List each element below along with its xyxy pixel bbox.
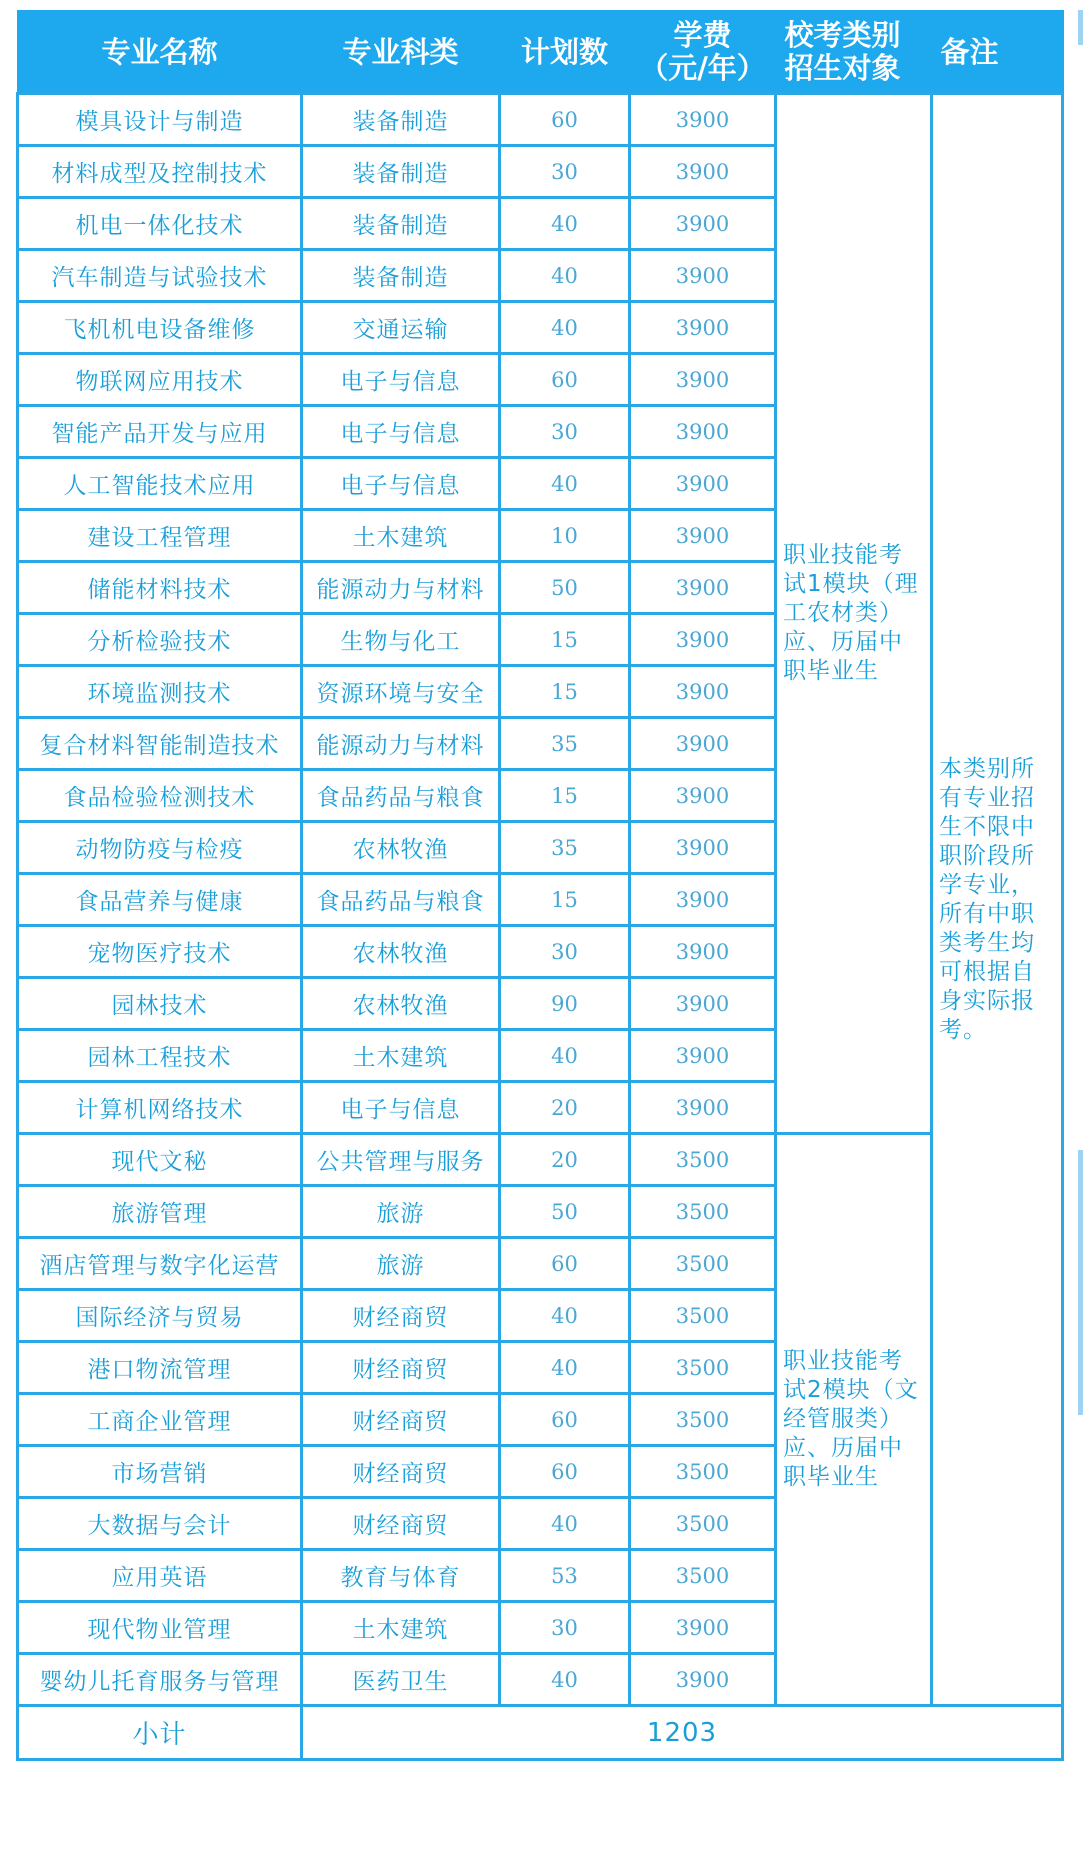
tuition-cell: 3900 <box>630 718 776 770</box>
plan-cell: 15 <box>500 770 630 822</box>
plan-cell: 60 <box>500 1238 630 1290</box>
tuition-cell: 3900 <box>630 458 776 510</box>
plan-cell: 50 <box>500 562 630 614</box>
tuition-cell: 3500 <box>630 1342 776 1394</box>
plan-cell: 35 <box>500 718 630 770</box>
plan-cell: 53 <box>500 1550 630 1602</box>
major-cell: 食品检验检测技术 <box>18 770 302 822</box>
category-cell: 土木建筑 <box>302 1602 500 1654</box>
tuition-cell: 3500 <box>630 1186 776 1238</box>
enrollment-plan-table <box>16 10 1064 1761</box>
category-cell: 财经商贸 <box>302 1394 500 1446</box>
plan-cell: 40 <box>500 1498 630 1550</box>
tuition-cell: 3900 <box>630 1030 776 1082</box>
category-cell: 电子与信息 <box>302 406 500 458</box>
header-exam-line1: 校考类别 <box>784 18 901 52</box>
plan-cell: 40 <box>500 250 630 302</box>
category-cell: 装备制造 <box>302 250 500 302</box>
category-cell: 土木建筑 <box>302 1030 500 1082</box>
category-cell: 公共管理与服务 <box>302 1134 500 1186</box>
tuition-cell: 3900 <box>630 926 776 978</box>
category-cell: 农林牧渔 <box>302 978 500 1030</box>
plan-cell: 30 <box>500 406 630 458</box>
tuition-cell: 3900 <box>630 94 776 146</box>
category-cell: 生物与化工 <box>302 614 500 666</box>
tuition-cell: 3900 <box>630 614 776 666</box>
category-cell: 财经商贸 <box>302 1446 500 1498</box>
major-cell: 环境监测技术 <box>18 666 302 718</box>
tuition-cell: 3900 <box>630 1602 776 1654</box>
header-exam-line2: 招生对象 <box>784 51 901 85</box>
tuition-cell: 3900 <box>630 822 776 874</box>
category-cell: 教育与体育 <box>302 1550 500 1602</box>
major-cell: 汽车制造与试验技术 <box>18 250 302 302</box>
remark-cell: 本类别所有专业招生不限中职阶段所学专业，所有中职类考生均可根据自身实际报考。 <box>932 94 1063 1706</box>
category-cell: 医药卫生 <box>302 1654 500 1706</box>
plan-cell: 40 <box>500 302 630 354</box>
tuition-cell: 3900 <box>630 666 776 718</box>
table-row <box>18 1134 1063 1186</box>
tuition-cell: 3900 <box>630 562 776 614</box>
plan-cell: 60 <box>500 1394 630 1446</box>
plan-cell: 40 <box>500 1654 630 1706</box>
header-tuition-line1: 学费 <box>673 18 732 52</box>
major-cell: 园林技术 <box>18 978 302 1030</box>
header-remark: 备注 <box>932 11 1063 94</box>
tuition-cell: 3900 <box>630 978 776 1030</box>
tuition-cell: 3900 <box>630 146 776 198</box>
tuition-cell: 3900 <box>630 198 776 250</box>
major-cell: 飞机机电设备维修 <box>18 302 302 354</box>
table-header <box>18 11 1063 94</box>
major-cell: 宠物医疗技术 <box>18 926 302 978</box>
major-cell: 食品营养与健康 <box>18 874 302 926</box>
major-cell: 模具设计与制造 <box>18 94 302 146</box>
major-cell: 建设工程管理 <box>18 510 302 562</box>
plan-cell: 40 <box>500 198 630 250</box>
category-cell: 装备制造 <box>302 94 500 146</box>
category-cell: 旅游 <box>302 1186 500 1238</box>
major-cell: 婴幼儿托育服务与管理 <box>18 1654 302 1706</box>
header-row <box>18 11 1063 94</box>
plan-cell: 15 <box>500 874 630 926</box>
major-cell: 现代文秘 <box>18 1134 302 1186</box>
header-plan: 计划数 <box>500 11 630 94</box>
enrollment-plan-table-frame <box>16 10 1061 1761</box>
tuition-cell: 3500 <box>630 1290 776 1342</box>
plan-cell: 20 <box>500 1082 630 1134</box>
category-cell: 财经商贸 <box>302 1498 500 1550</box>
plan-cell: 20 <box>500 1134 630 1186</box>
tuition-cell: 3900 <box>630 354 776 406</box>
tuition-cell: 3900 <box>630 406 776 458</box>
tuition-cell: 3900 <box>630 874 776 926</box>
category-cell: 农林牧渔 <box>302 822 500 874</box>
tuition-cell: 3900 <box>630 1654 776 1706</box>
subtotal-row <box>18 1706 1063 1760</box>
plan-cell: 30 <box>500 146 630 198</box>
tuition-cell: 3900 <box>630 1082 776 1134</box>
category-cell: 电子与信息 <box>302 354 500 406</box>
major-cell: 旅游管理 <box>18 1186 302 1238</box>
table-row <box>18 94 1063 146</box>
major-cell: 应用英语 <box>18 1550 302 1602</box>
major-cell: 物联网应用技术 <box>18 354 302 406</box>
scroll-edge-bar <box>1078 1150 1083 1415</box>
category-cell: 电子与信息 <box>302 1082 500 1134</box>
category-cell: 财经商贸 <box>302 1342 500 1394</box>
major-cell: 园林工程技术 <box>18 1030 302 1082</box>
tuition-cell: 3900 <box>630 770 776 822</box>
tuition-cell: 3500 <box>630 1238 776 1290</box>
header-exam-type <box>776 11 932 94</box>
plan-cell: 40 <box>500 1290 630 1342</box>
major-cell: 动物防疫与检疫 <box>18 822 302 874</box>
major-cell: 储能材料技术 <box>18 562 302 614</box>
plan-cell: 90 <box>500 978 630 1030</box>
plan-cell: 40 <box>500 458 630 510</box>
category-cell: 资源环境与安全 <box>302 666 500 718</box>
category-cell: 能源动力与材料 <box>302 562 500 614</box>
table-body <box>18 94 1063 1706</box>
major-cell: 人工智能技术应用 <box>18 458 302 510</box>
plan-cell: 15 <box>500 666 630 718</box>
plan-cell: 60 <box>500 354 630 406</box>
major-cell: 酒店管理与数字化运营 <box>18 1238 302 1290</box>
major-cell: 智能产品开发与应用 <box>18 406 302 458</box>
tuition-cell: 3500 <box>630 1394 776 1446</box>
tuition-cell: 3500 <box>630 1134 776 1186</box>
category-cell: 财经商贸 <box>302 1290 500 1342</box>
major-cell: 现代物业管理 <box>18 1602 302 1654</box>
major-cell: 机电一体化技术 <box>18 198 302 250</box>
major-cell: 计算机网络技术 <box>18 1082 302 1134</box>
category-cell: 农林牧渔 <box>302 926 500 978</box>
tuition-cell: 3500 <box>630 1550 776 1602</box>
major-cell: 大数据与会计 <box>18 1498 302 1550</box>
header-major: 专业名称 <box>18 11 302 94</box>
exam-group-cell: 职业技能考试1模块（理工农材类）应、历届中职毕业生 <box>776 94 932 1134</box>
tuition-cell: 3900 <box>630 302 776 354</box>
major-cell: 复合材料智能制造技术 <box>18 718 302 770</box>
tuition-cell: 3500 <box>630 1446 776 1498</box>
category-cell: 交通运输 <box>302 302 500 354</box>
category-cell: 食品药品与粮食 <box>302 874 500 926</box>
header-category: 专业科类 <box>302 11 500 94</box>
major-cell: 分析检验技术 <box>18 614 302 666</box>
plan-cell: 50 <box>500 1186 630 1238</box>
tuition-cell: 3900 <box>630 250 776 302</box>
plan-cell: 30 <box>500 926 630 978</box>
major-cell: 市场营销 <box>18 1446 302 1498</box>
major-cell: 港口物流管理 <box>18 1342 302 1394</box>
category-cell: 装备制造 <box>302 146 500 198</box>
plan-cell: 30 <box>500 1602 630 1654</box>
plan-cell: 60 <box>500 94 630 146</box>
tuition-cell: 3900 <box>630 510 776 562</box>
exam-group-cell: 职业技能考试2模块（文经管服类）应、历届中职毕业生 <box>776 1134 932 1706</box>
subtotal-value: 1203 <box>302 1706 1063 1760</box>
scroll-edge-bar <box>1078 10 1083 45</box>
category-cell: 食品药品与粮食 <box>302 770 500 822</box>
plan-cell: 40 <box>500 1030 630 1082</box>
header-tuition <box>630 11 776 94</box>
category-cell: 土木建筑 <box>302 510 500 562</box>
major-cell: 工商企业管理 <box>18 1394 302 1446</box>
category-cell: 能源动力与材料 <box>302 718 500 770</box>
category-cell: 旅游 <box>302 1238 500 1290</box>
plan-cell: 35 <box>500 822 630 874</box>
plan-cell: 15 <box>500 614 630 666</box>
table-footer <box>18 1706 1063 1760</box>
category-cell: 装备制造 <box>302 198 500 250</box>
major-cell: 材料成型及控制技术 <box>18 146 302 198</box>
major-cell: 国际经济与贸易 <box>18 1290 302 1342</box>
tuition-cell: 3500 <box>630 1498 776 1550</box>
plan-cell: 10 <box>500 510 630 562</box>
header-tuition-line2: （元/年） <box>639 51 766 85</box>
plan-cell: 60 <box>500 1446 630 1498</box>
plan-cell: 40 <box>500 1342 630 1394</box>
subtotal-label: 小计 <box>18 1706 302 1760</box>
category-cell: 电子与信息 <box>302 458 500 510</box>
